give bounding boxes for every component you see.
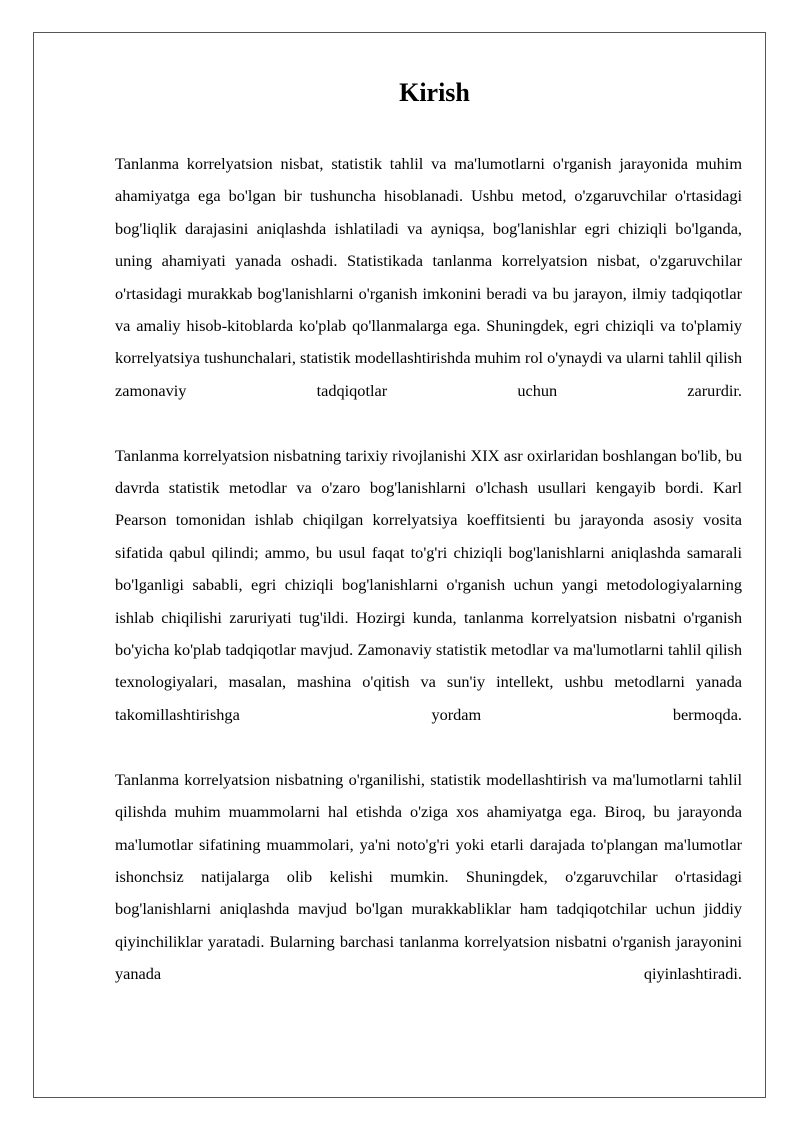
document-body — [115, 76, 742, 991]
paragraph-3: Tanlanma korrelyatsion nisbatning o'rganilishi, statistik modellashtirish va ma'lumotlarni tahlil qilishda muhim muammolarni hal etishda o'ziga xos ahamiyatga ega. Biroq, bu jarayonda ma'lumotlar sifatining muammolari, ya'ni noto'g'ri yoki etarli darajada to'plangan ma'lumotlar ishonchsiz natijalarga olib kelishi mumkin. Shuningdek, o'zgaruvchilar o'rtasidagi bog'lanishlarni aniqlashda mavjud bo'lgan murakkabliklar ham tadqiqotchilar uchun jiddiy qiyinchiliklar yaratadi. Bularning barchasi tanlanma korrelyatsion nisbatni o'rganish jarayonini yanada qiyinlashtiradi. — [115, 769, 742, 984]
page-title: Kirish — [399, 78, 470, 107]
paragraph-1: Tanlanma korrelyatsion nisbat, statistik tahlil va ma'lumotlarni o'rganish jarayonida muhim ahamiyatga ega bo'lgan bir tushuncha hisoblanadi. Ushbu metod, o'zgaruvchilar o'rtasidagi bog'liqlik darajasini aniqlashda ishlatiladi va ayniqsa, bog'lanishlar egri chiziqli bo'lganda, uning ahamiyati yanada oshadi. Statistikada tanlanma korrelyatsion nisbat, o'zgaruvchilar o'rtasidagi murakkab bog'lanishlarni o'rganish imkonini beradi va bu jarayon, ilmiy tadqiqotlar va amaliy hisob-kitoblarda ko'plab qo'llanmalarga ega. Shuningdek, egri chiziqli va to'plamiy korrelyatsiya tushunchalari, statistik modellashtirishda muhim rol o'ynaydi va ularni tahlil qilish zamonaviy tadqiqotlar uchun zarurdir. — [115, 154, 742, 400]
paragraph-2: Tanlanma korrelyatsion nisbatning tarixiy rivojlanishi XIX asr oxirlaridan boshlangan bo'lib, bu davrda statistik metodlar va o'zaro bog'lanishlarni o'lchash usullari kengayib bordi. Karl Pearson tomonidan ishlab chiqilgan korrelyatsiya koeffitsienti bu jarayonda asosiy vosita sifatida qabul qilindi; ammo, bu usul faqat to'g'ri chiziqli bog'lanishlarni aniqlashda samarali bo'lganligi sababli, egri chiziqli bog'lanishlarni o'rganish uchun yangi metodologiyalarning ishlab chiqilishi zaruriyati tug'ildi. Hozirgi kunda, tanlanma korrelyatsion nisbatni o'rganish bo'yicha ko'plab tadqiqotlar mavjud. Zamonaviy statistik metodlar va ma'lumotlarni tahlil qilish texnologiyalari, masalan, mashina o'qitish va sun'iy intellekt, ushbu metodlarni yanada takomillashtirishga yordam bermoqda. — [115, 445, 742, 724]
